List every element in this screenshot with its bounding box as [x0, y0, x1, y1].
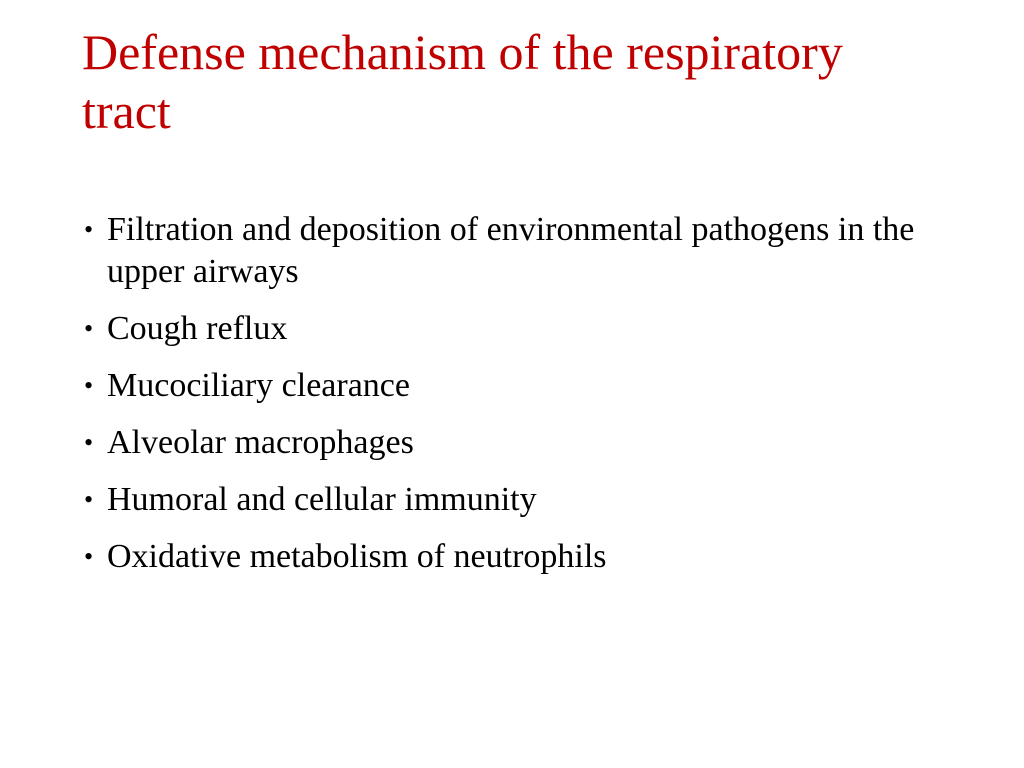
list-item-text: Mucociliary clearance — [107, 367, 410, 404]
bullet-icon: • — [84, 485, 94, 514]
list-item-text: Alveolar macrophages — [107, 424, 414, 461]
bullet-icon: • — [84, 314, 94, 343]
slide-title: Defense mechanism of the respiratory tract — [82, 24, 843, 139]
list-item-text: Humoral and cellular immunity — [107, 481, 537, 518]
list-item — [82, 422, 942, 464]
bullet-icon: • — [84, 428, 94, 457]
list-item — [82, 536, 942, 578]
bullet-list — [82, 209, 942, 593]
list-item — [82, 479, 942, 521]
list-item — [82, 308, 942, 350]
bullet-icon: • — [84, 542, 94, 571]
bullet-icon: • — [84, 215, 94, 244]
list-item — [82, 209, 942, 293]
list-item-text: Cough reflux — [107, 310, 288, 347]
bullet-icon: • — [84, 371, 94, 400]
list-item-text: Filtration and deposition of environmental pathogens in the upper airways — [107, 211, 915, 290]
list-item-text: Oxidative metabolism of neutrophils — [107, 538, 607, 575]
list-item — [82, 365, 942, 407]
